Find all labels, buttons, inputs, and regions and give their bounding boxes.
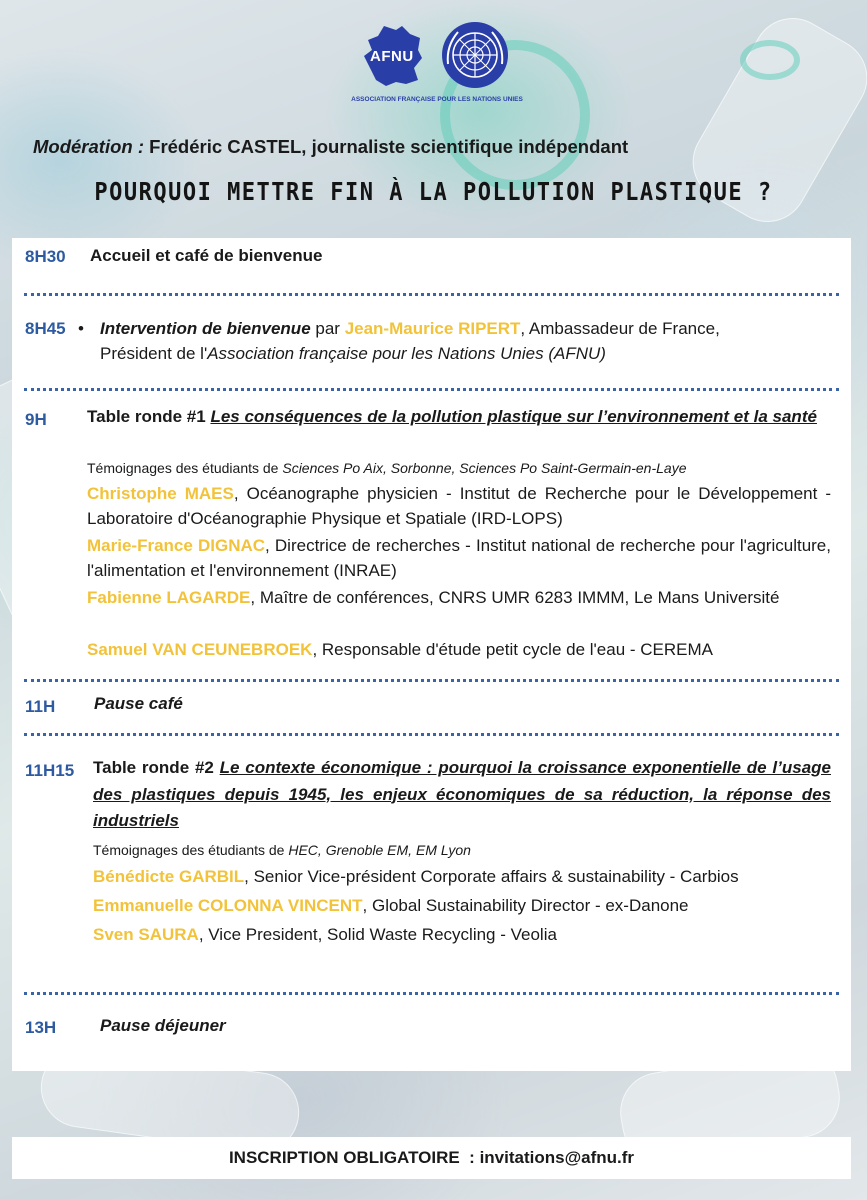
testimony-schools: HEC, Grenoble EM, EM Lyon	[288, 842, 471, 858]
speaker-entry	[87, 533, 831, 583]
testimony-line	[87, 458, 847, 478]
speaker-role: , Maître de conférences, CNRS UMR 6283 IMMM, Le Mans Université	[250, 588, 780, 607]
roundtable-label: Table ronde #1	[87, 407, 211, 426]
speaker-name: Fabienne LAGARDE	[87, 588, 251, 607]
registration-label: INSCRIPTION OBLIGATOIRE	[228, 1148, 460, 1167]
speaker-role: , Vice President, Solid Waste Recycling - Veolia	[198, 925, 557, 944]
speaker-role: , Ambassadeur de France,	[520, 319, 720, 338]
organization-name: Association française pour les Nations Unies (AFNU)	[207, 344, 606, 363]
afnu-logo-subtitle: ASSOCIATION FRANÇAISE POUR LES NATIONS UNIES	[351, 96, 523, 103]
session-time: 8H30	[25, 247, 66, 266]
session-separator	[24, 992, 839, 995]
moderator-text: Frédéric CASTEL, journaliste scientifique indépendant	[149, 136, 629, 157]
roundtable-topic: Les conséquences de la pollution plastique sur l’environnement et la santé	[210, 407, 817, 426]
session-time: 8H45	[25, 319, 66, 338]
registration-footer	[12, 1137, 851, 1179]
speaker-role: , Senior Vice-président Corporate affairs & sustainability - Carbios	[244, 867, 739, 886]
speaker-role: , Océanographe physicien - Institut de Recherche pour le Développement - Laboratoire d'Océanographie Physique et Spatiale (IRD-LOPS)	[87, 484, 832, 528]
program-panel	[12, 238, 851, 1071]
speaker-name: Marie-France DIGNAC	[87, 536, 266, 555]
speaker-entry	[87, 637, 847, 662]
speaker-role: , Global Sustainability Director - ex-Danone	[362, 896, 689, 915]
page-title: POURQUOI METTRE FIN À LA POLLUTION PLASTIQUE ?	[94, 178, 773, 207]
speaker-name: Jean-Maurice RIPERT	[344, 319, 521, 338]
roundtable-topic: Le contexte économique : pourquoi la croissance exponentielle de l’usage des plastiques depuis 1945, les enjeux économiques de sa réduction, la réponse des industriels	[93, 758, 831, 830]
bullet-icon: •	[78, 319, 84, 338]
session-title: Pause déjeuner	[100, 1016, 226, 1035]
speaker-role: , Directrice de recherches - Institut national de recherche pour l'agriculture, l'alimentation et l'environnement (INRAE)	[87, 536, 831, 580]
speaker-name: Sven SAURA	[93, 925, 199, 944]
speaker-role-prefix: Président de l'	[100, 344, 208, 363]
speaker-name: Bénédicte GARBIL	[93, 867, 245, 886]
session-title: Pause café	[94, 694, 183, 713]
speaker-entry	[87, 585, 831, 610]
speaker-name: Emmanuelle COLONNA VINCENT	[93, 896, 363, 915]
speaker-name: Christophe MAES	[87, 484, 234, 503]
session-time: 13H	[25, 1018, 57, 1037]
session-title: Accueil et café de bienvenue	[90, 246, 323, 265]
moderation-label: Modération :	[33, 136, 144, 157]
session-separator	[24, 293, 839, 296]
moderation-line	[33, 136, 628, 158]
afnu-logo-text: AFNU	[370, 48, 414, 65]
speaker-entry	[93, 864, 843, 889]
speaker-entry	[93, 922, 843, 947]
session-time: 11H15	[25, 761, 75, 780]
speaker-entry	[93, 893, 843, 918]
session-separator	[24, 679, 839, 682]
speaker-entry	[87, 481, 831, 531]
testimony-line	[93, 840, 843, 860]
testimony-prefix: Témoignages des étudiants de	[87, 460, 283, 476]
session-separator	[24, 388, 839, 391]
speaker-role: , Responsable d'étude petit cycle de l'eau - CEREMA	[312, 640, 713, 659]
session-lead: Intervention de bienvenue	[100, 319, 311, 338]
afnu-logo	[342, 20, 532, 106]
roundtable-label: Table ronde #2	[93, 758, 220, 777]
session-time: 9H	[25, 410, 47, 429]
session-separator	[24, 733, 839, 736]
testimony-prefix: Témoignages des étudiants de	[93, 842, 289, 858]
un-emblem-icon	[440, 20, 510, 90]
registration-separator: :	[459, 1148, 480, 1167]
roundtable-1	[87, 404, 831, 430]
speaker-name: Samuel VAN CEUNEBROEK	[87, 640, 313, 659]
session-time: 11H	[25, 697, 56, 716]
session-par: par	[310, 319, 345, 338]
registration-email-link[interactable]: invitations@afnu.fr	[479, 1148, 635, 1167]
testimony-schools: Sciences Po Aix, Sorbonne, Sciences Po Saint-Germain-en-Laye	[282, 460, 687, 476]
background-bottle-ring	[740, 40, 800, 80]
roundtable-2	[93, 755, 831, 835]
session-welcome	[78, 316, 848, 366]
